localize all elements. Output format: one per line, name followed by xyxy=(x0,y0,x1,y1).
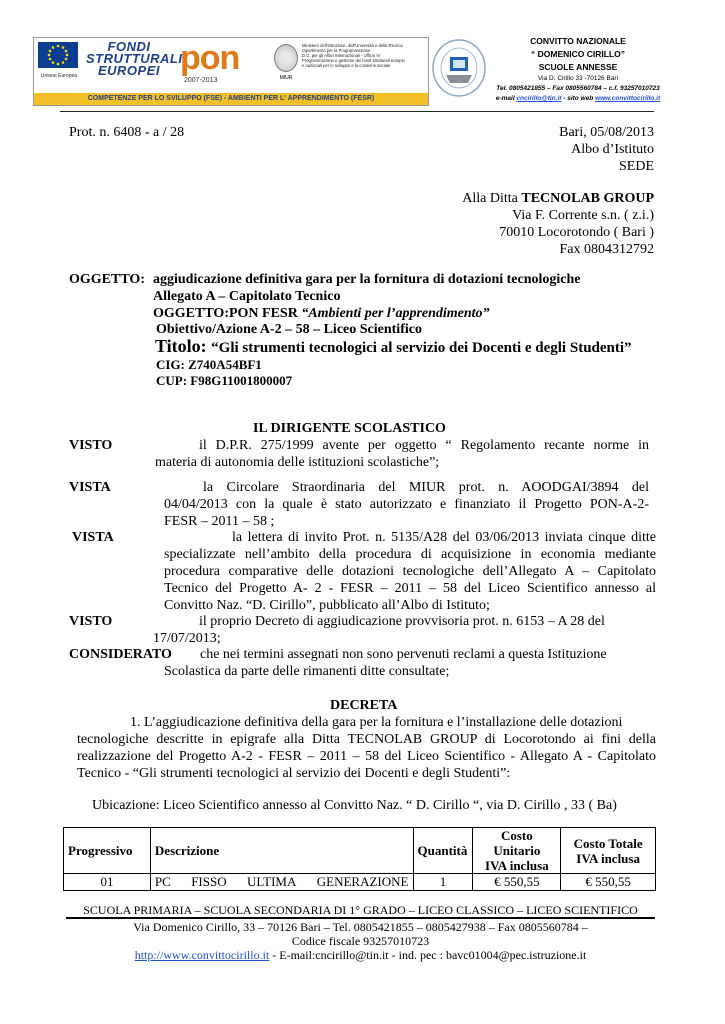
visto2-line-b: 17/07/2013; xyxy=(153,631,221,646)
miur-label: MIUR xyxy=(279,75,293,81)
vista2-line-d: Tecnico del Progetto A- 2 - FESR – 2011 – 58 del Liceo Scientifico annesso al xyxy=(164,581,656,596)
oggetto-pon-prefix: OGGETTO:PON FESR xyxy=(153,306,302,321)
ministry-line: Ministero dell'Istruzione, dell'Università e della Ricerca xyxy=(302,43,403,48)
oggetto-label: OGGETTO: xyxy=(69,272,145,287)
cell-quantita: 1 xyxy=(413,874,473,891)
col-quantita: Quantità xyxy=(413,828,473,874)
considerato-label: CONSIDERATO xyxy=(69,647,172,662)
protocol-number: Prot. n. 6408 - a / 28 xyxy=(69,125,185,140)
ministry-line: D.G. per gli Affari Internazionali - Ufficio IV xyxy=(302,53,381,58)
desc-word: ULTIMA xyxy=(247,874,297,889)
ministry-line: Dipartimento per la Programmazione xyxy=(302,48,371,53)
col-costo-unitario xyxy=(473,828,561,874)
cell-costo-totale: € 550,55 xyxy=(561,874,656,891)
considerato-line-b: Scolastica da parte delle rimanenti ditte consultate; xyxy=(164,664,450,679)
vista2-label: VISTA xyxy=(72,530,114,545)
vista2-line-b: specializzate nell’ambito della procedura di acquisizione in economia mediante xyxy=(164,547,656,562)
decreta-line-d: Tecnico - “Gli strumenti tecnologici al servizio dei Docenti e degli Studenti”: xyxy=(77,766,511,781)
titolo-label: Titolo: xyxy=(155,336,212,356)
pon-logo xyxy=(180,41,270,89)
col-costo-totale-line: IVA inclusa xyxy=(576,850,640,866)
letter-date: Bari, 05/08/2013 xyxy=(559,125,654,140)
vista1-label: VISTA xyxy=(69,480,111,495)
footer-divider xyxy=(66,917,655,919)
cup-line: CUP: F98G11001800007 xyxy=(156,373,293,388)
school-contacts xyxy=(468,94,688,104)
italian-republic-emblem-icon xyxy=(274,44,298,72)
col-progressivo: Progressivo xyxy=(64,828,151,874)
oggetto-pon-italic: “Ambienti per l’apprendimento” xyxy=(301,306,490,321)
school-site-link[interactable]: www.convittocirillo.it xyxy=(595,95,661,102)
pon-years: 2007-2013 xyxy=(184,77,218,84)
school-address: Via D. Cirillo 33 -70126 Bari xyxy=(537,75,619,82)
school-name-line: SCUOLE ANNESSE xyxy=(538,62,618,72)
cig-line: CIG: Z740A54BF1 xyxy=(156,357,262,372)
footer-contacts-rest: - E-mail:cncirillo@tin.it - ind. pec : bavc01004@pec.istruzione.it xyxy=(269,948,587,962)
school-header xyxy=(468,35,688,104)
table-row xyxy=(64,874,656,891)
decreta-heading: DECRETA xyxy=(330,698,398,713)
col-costo-unitario-line: Costo xyxy=(500,828,533,843)
pon-banner xyxy=(33,37,429,106)
obiettivo-line: Obiettivo/Azione A-2 – 58 – Liceo Scientifico xyxy=(156,322,422,337)
ministry-line: e nazionali per lo sviluppo e la coesione sociale xyxy=(302,63,391,68)
titolo-text: “Gli strumenti tecnologici al servizio dei Docenti e degli Studenti” xyxy=(211,340,632,356)
recipient-prefix: Alla Ditta xyxy=(462,191,522,206)
cell-costo-unitario: € 550,55 xyxy=(473,874,561,891)
addressee-albo: Albo d’Istituto xyxy=(571,142,654,157)
fondi-line: EUROPEI xyxy=(97,63,160,78)
vista2-line-c: procedura comparative delle dotazioni tecnologiche dell’Allegato A – Capitolato xyxy=(164,564,656,579)
dirigente-heading: IL DIRIGENTE SCOLASTICO xyxy=(253,421,446,436)
col-costo-unitario-line: IVA inclusa xyxy=(485,858,549,873)
fondi-strutturali-logo xyxy=(86,39,183,78)
banner-logos xyxy=(34,38,428,93)
footer-codice-fiscale: Codice fiscale 93257010723 xyxy=(291,934,430,948)
email-prefix: e-mail xyxy=(495,95,517,102)
school-name-line: “ DOMENICO CIRILLO” xyxy=(531,49,625,59)
banner-strip: COMPETENZE PER LO SVILUPPO (FSE) - AMBIENTI PER L' APPRENDIMENTO (FESR) xyxy=(34,93,428,105)
school-name-line: CONVITTO NAZIONALE xyxy=(530,36,626,46)
footer-schools: SCUOLA PRIMARIA – SCUOLA SECONDARIA DI 1° GRADO – LICEO CLASSICO – LICEO SCIENTIFICO xyxy=(83,903,638,917)
fondi-line: FONDI xyxy=(107,39,151,54)
footer-site-link[interactable]: http://www.convittocirillo.it xyxy=(134,948,270,962)
header-divider xyxy=(60,111,654,112)
vista2-line-e: Convitto Naz. “D. Cirillo”, pubblicato all’Albo di Istituto; xyxy=(164,598,490,613)
items-table xyxy=(63,827,656,891)
eu-flag-icon xyxy=(38,42,78,68)
desc-word: FISSO xyxy=(191,874,227,889)
eu-label: Unione Europea xyxy=(40,73,78,79)
school-phones: Tel. 0805421855 – Fax 0805560784 – c.f. 93257010723 xyxy=(496,85,660,92)
oggetto-text: aggiudicazione definitiva gara per la fornitura di dotazioni tecnologiche xyxy=(153,272,581,287)
visto2-label: VISTO xyxy=(69,614,113,629)
allegato-line: Allegato A – Capitolato Tecnico xyxy=(153,289,341,304)
vista1-line-b: 04/04/2013 con la quale è stato autorizzato e finanziato il Progetto PON-A-2- xyxy=(164,497,649,512)
addressee-sede: SEDE xyxy=(619,159,654,174)
decreta-line-c: realizzazione del Progetto A-2 - FESR – 2011 – 58 del Liceo Scientifico - Allegato A - Capitolato xyxy=(77,749,656,764)
recipient-address-2: 70010 Locorotondo ( Bari ) xyxy=(499,225,654,240)
vista2-line-a: la lettera di invito Prot. n. 5135/A28 del 03/06/2013 inviata cinque ditte xyxy=(232,530,656,545)
visto1-label: VISTO xyxy=(69,438,113,453)
oggetto-pon-line xyxy=(153,305,490,322)
recipient-address-1: Via F. Corrente s.n. ( z.i.) xyxy=(512,208,654,223)
col-costo-unitario-line: Unitario xyxy=(493,843,541,858)
vista1-line-c: FESR – 2011 – 58 ; xyxy=(164,514,275,529)
recipient-fax: Fax 0804312792 xyxy=(559,242,654,257)
decreta-line-b: tecnologiche descritte in epigrafe alla Ditta TECNOLAB GROUP di Locorotondo ai fini della xyxy=(77,732,656,747)
table-header-row xyxy=(64,828,656,874)
col-costo-totale-line: Costo Totale xyxy=(573,835,643,851)
decreta-line-a: 1. L’aggiudicazione definitiva della gara per la fornitura e l’installazione delle dotazioni xyxy=(130,715,623,730)
desc-word: PC xyxy=(154,874,171,889)
considerato-line-a: che nei termini assegnati non sono pervenuti reclami a questa Istituzione xyxy=(200,647,607,662)
ministry-text xyxy=(302,43,426,68)
recipient-line xyxy=(462,190,654,207)
recipient-name: TECNOLAB GROUP xyxy=(521,191,654,206)
fondi-line: STRUTTURALI xyxy=(86,51,183,66)
col-descrizione: Descrizione xyxy=(150,828,413,874)
visto1-line-b: materia di autonomia delle istituzioni scolastiche”; xyxy=(155,455,440,470)
desc-word: GENERAZIONE xyxy=(316,874,409,889)
col-costo-totale xyxy=(561,828,656,874)
school-email-link[interactable]: cncirillo@tin.it xyxy=(516,95,562,102)
cell-descrizione xyxy=(150,874,413,891)
pon-wordmark: pon xyxy=(180,39,240,77)
footer-address: Via Domenico Cirillo, 33 – 70126 Bari – Tel. 0805421855 – 0805427938 – Fax 0805560784 – xyxy=(133,920,588,934)
titolo-line xyxy=(155,337,632,357)
visto1-line-a: il D.P.R. 275/1999 avente per oggetto “ Regolamento recante norme in xyxy=(199,438,649,453)
ministry-line: Programmazione e gestione dei fondi strutturali europei xyxy=(302,58,405,63)
visto2-line-a: il proprio Decreto di aggiudicazione provvisoria prot. n. 6153 – A 28 del xyxy=(199,614,605,629)
ubicazione-line: Ubicazione: Liceo Scientifico annesso al Convitto Naz. “ D. Cirillo “, via D. Cirillo , 33 ( Ba) xyxy=(92,798,617,813)
vista1-line-a: la Circolare Straordinaria del MIUR prot. n. AOODGAI/3894 del xyxy=(203,480,649,495)
footer-contacts xyxy=(66,948,655,962)
site-prefix: - sito web xyxy=(561,95,596,102)
cell-progressivo: 01 xyxy=(64,874,151,891)
